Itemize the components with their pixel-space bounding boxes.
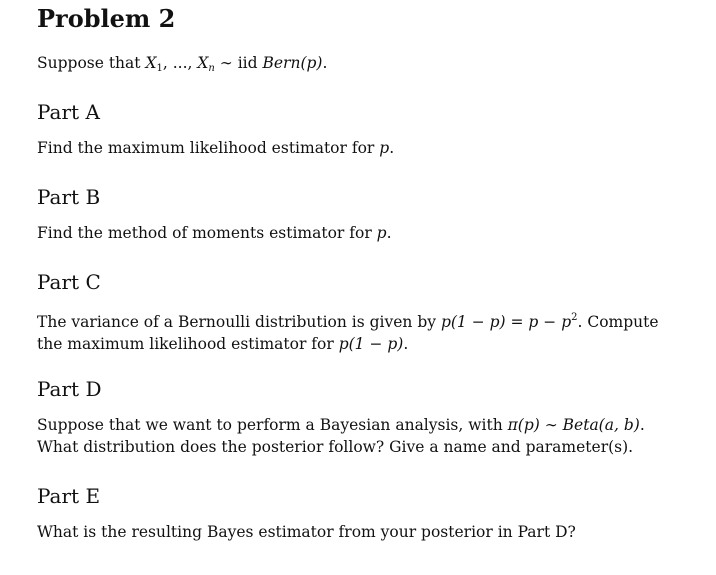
intro-tilde: ∼ [214, 54, 238, 72]
part-c-heading: Part C [37, 270, 101, 294]
part-c-text: The variance of a Bernoulli distribution is given by $p(1 - p) = p - p^2$. Compute the maximum likelihood estimator for p(1 − p). [37, 312, 659, 353]
intro-xn: $X_n$ [197, 54, 215, 74]
problem-title: Problem 2 [37, 4, 176, 33]
intro-dist: Bern(p) [262, 54, 323, 72]
part-d-text: Suppose that we want to perform a Bayesian analysis, with π(p) ∼ Beta(a, b). What distribution does the posterior follow? Give a name and parameter(s). [37, 416, 645, 456]
intro-end: . [322, 54, 328, 72]
part-a-heading: Part A [37, 100, 100, 124]
part-d-prior-expr: π(p) ∼ Beta(a, b) [507, 416, 640, 434]
intro-prefix: Suppose that [37, 54, 146, 72]
intro-sep: , ..., [162, 54, 198, 72]
part-a-var: p [379, 139, 390, 157]
part-b-var: p [376, 224, 387, 242]
intro-x1: $X_1$ [145, 54, 163, 74]
part-c-variance-expr: $p(1 - p) = p - p^2$ [440, 312, 578, 331]
part-c-target-expr: p(1 − p) [338, 335, 404, 353]
problem-intro [37, 52, 687, 80]
part-b-text: Find the method of moments estimator for p. [37, 224, 392, 242]
part-d-heading: Part D [37, 377, 102, 401]
part-a-text: Find the maximum likelihood estimator for p. [37, 139, 395, 157]
part-b-heading: Part B [37, 185, 101, 209]
intro-iid: iid [237, 54, 263, 72]
part-e-heading: Part E [37, 484, 101, 508]
part-e-text: What is the resulting Bayes estimator from your posterior in Part D? [37, 523, 576, 541]
